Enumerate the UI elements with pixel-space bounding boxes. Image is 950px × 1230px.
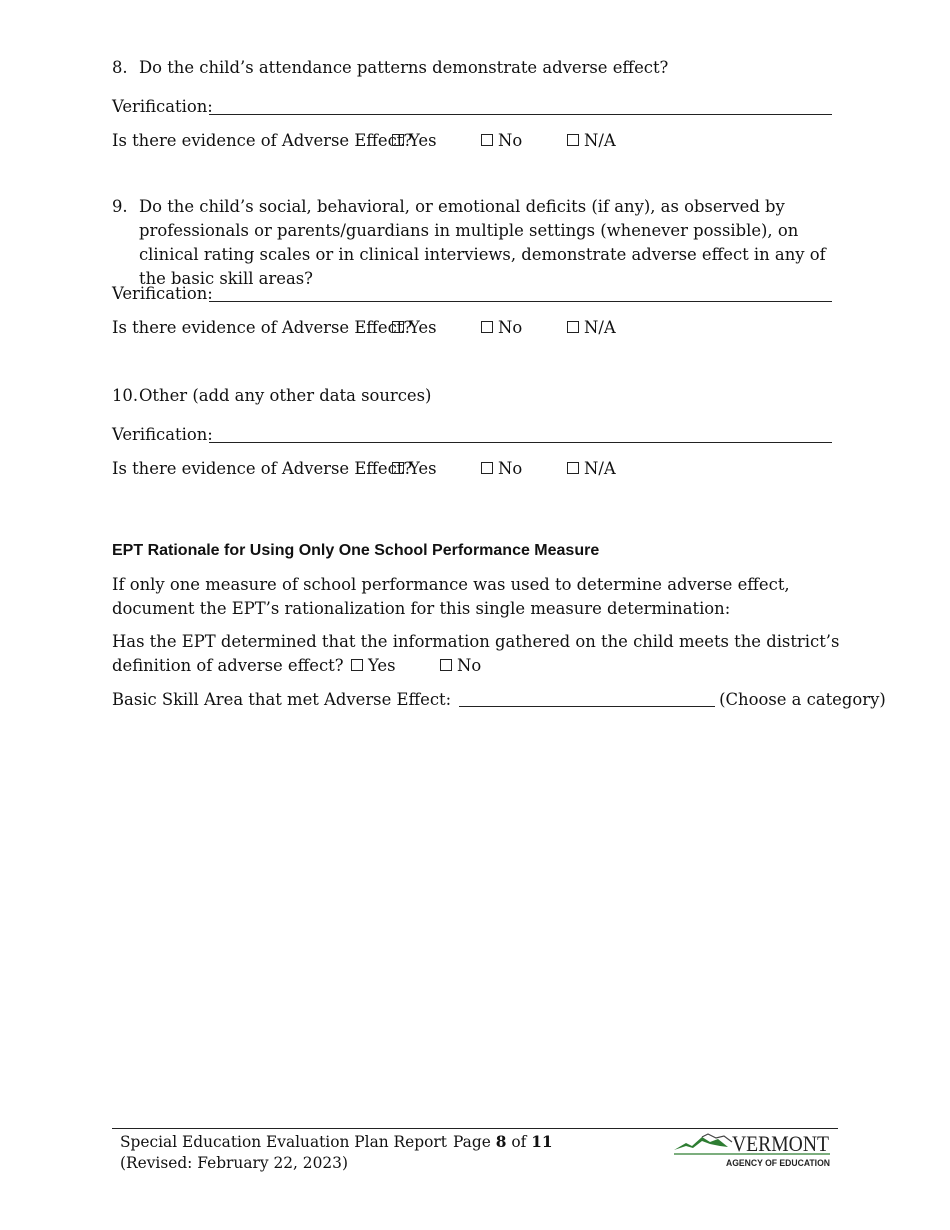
checkbox-na[interactable] (567, 131, 616, 150)
question-8 (112, 56, 837, 80)
question-9 (112, 195, 837, 291)
determination-question-line1: Has the EPT determined that the information gathered on the child meets the district’s (112, 632, 840, 651)
question-number: 9. (112, 197, 128, 216)
checkbox-label: N/A (584, 131, 616, 150)
checkbox-yes[interactable] (392, 459, 437, 478)
rationale-paragraph: If only one measure of school performance was used to determine adverse effect, document the EPT’s rationalization for this single measure determination: (112, 575, 790, 618)
determination-checkbox-yes[interactable] (351, 656, 396, 675)
checkbox-no[interactable] (481, 318, 522, 337)
checkbox-icon[interactable] (392, 321, 404, 333)
checkbox-label: No (457, 656, 482, 675)
question-text: Do the child’s attendance patterns demonstrate adverse effect? (139, 58, 669, 77)
question-number: 10. (112, 386, 139, 405)
checkbox-icon[interactable] (567, 321, 579, 333)
checkbox-yes[interactable] (392, 318, 437, 337)
question-number: 8. (112, 58, 128, 77)
verification-line[interactable] (209, 114, 832, 115)
verification-field-8[interactable] (112, 97, 832, 117)
verification-field-9[interactable] (112, 284, 832, 304)
vermont-logo (672, 1130, 832, 1170)
checkbox-icon[interactable] (351, 659, 363, 671)
skill-area-row (112, 690, 886, 709)
footer-divider (112, 1128, 838, 1129)
checkbox-no[interactable] (481, 459, 522, 478)
checkbox-icon[interactable] (481, 134, 493, 146)
verification-field-10[interactable] (112, 425, 832, 445)
question-text: Other (add any other data sources) (139, 386, 432, 405)
checkbox-label: Yes (409, 459, 437, 478)
page-prefix: Page (453, 1133, 491, 1151)
checkbox-label: No (498, 318, 523, 337)
checkbox-icon[interactable] (567, 134, 579, 146)
question-10 (112, 384, 837, 408)
verification-label: Verification: (112, 284, 213, 303)
verification-line[interactable] (209, 442, 832, 443)
checkbox-yes[interactable] (392, 131, 437, 150)
footer-title: Special Education Evaluation Plan Report (120, 1133, 447, 1151)
page-of: of (511, 1133, 527, 1151)
footer-revised: (Revised: February 22, 2023) (120, 1154, 348, 1172)
skill-area-label: Basic Skill Area that met Adverse Effect: (112, 690, 452, 709)
checkbox-label: No (498, 459, 523, 478)
checkbox-na[interactable] (567, 318, 616, 337)
skill-area-input[interactable] (459, 692, 715, 707)
logo-subtitle: AGENCY OF EDUCATION (726, 1158, 831, 1169)
verification-label: Verification: (112, 425, 213, 444)
checkbox-icon[interactable] (481, 462, 493, 474)
determination-question-line2: definition of adverse effect? (112, 656, 344, 675)
checkbox-icon[interactable] (567, 462, 579, 474)
checkbox-label: N/A (584, 318, 616, 337)
checkbox-label: N/A (584, 459, 616, 478)
mountain-icon (674, 1137, 728, 1150)
page-current: 8 (495, 1133, 507, 1151)
checkbox-label: Yes (368, 656, 396, 675)
evidence-question: Is there evidence of Adverse Effect? (112, 459, 413, 478)
checkbox-label: Yes (409, 131, 437, 150)
checkbox-label: No (498, 131, 523, 150)
verification-line[interactable] (209, 301, 832, 302)
determination-checkbox-no[interactable] (440, 656, 481, 675)
checkbox-no[interactable] (481, 131, 522, 150)
page-number (453, 1133, 553, 1151)
evidence-question: Is there evidence of Adverse Effect? (112, 131, 413, 150)
checkbox-icon[interactable] (392, 462, 404, 474)
skill-area-hint: (Choose a category) (719, 690, 886, 709)
page-total: 11 (531, 1133, 553, 1151)
logo-name: VERMONT (732, 1131, 830, 1156)
evidence-question: Is there evidence of Adverse Effect? (112, 318, 413, 337)
question-text: Do the child’s social, behavioral, or emotional deficits (if any), as observed by professionals or parents/guardians in multiple settings (whenever possible), on clinical rating scales or in clinical interviews, demonstrate adverse effect in any of the basic skill areas? (139, 197, 826, 288)
section-heading: EPT Rationale for Using Only One School Performance Measure (112, 542, 600, 559)
verification-label: Verification: (112, 97, 213, 116)
checkbox-na[interactable] (567, 459, 616, 478)
checkbox-label: Yes (409, 318, 437, 337)
checkbox-icon[interactable] (392, 134, 404, 146)
checkbox-icon[interactable] (440, 659, 452, 671)
checkbox-icon[interactable] (481, 321, 493, 333)
